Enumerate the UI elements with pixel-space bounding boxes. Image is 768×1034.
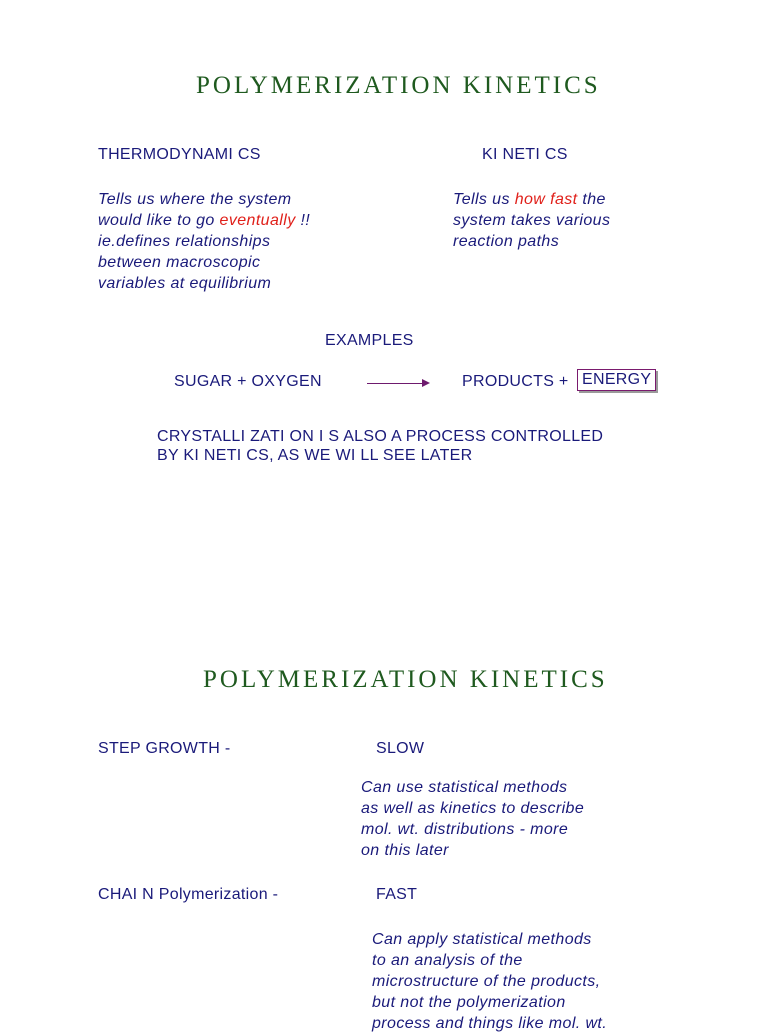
- kinetics-heading: KI NETI CS: [482, 146, 568, 163]
- chain-polymerization-label: CHAI N Polymerization -: [98, 886, 279, 903]
- thermo-line: Tells us where the system: [98, 191, 292, 208]
- thermo-line: would like to go eventually !!: [98, 212, 311, 229]
- kinetics-description: [453, 189, 610, 252]
- thermo-line: between macroscopic: [98, 254, 261, 271]
- step-growth-label: STEP GROWTH -: [98, 740, 231, 757]
- products: PRODUCTS +: [462, 373, 569, 390]
- step-line: Can use statistical methods: [361, 779, 568, 796]
- chain-line: microstructure of the products,: [372, 973, 601, 990]
- step-line: as well as kinetics to describe: [361, 800, 585, 817]
- kinetics-line: reaction paths: [453, 233, 560, 250]
- thermo-line: ie.defines relationships: [98, 233, 271, 250]
- crystal-line: BY KI NETI CS, AS WE WI LL SEE LATER: [157, 447, 473, 464]
- crystallization-note: [157, 427, 603, 465]
- examples-label: EXAMPLES: [325, 332, 414, 349]
- thermodynamics-heading: THERMODYNAMI CS: [98, 146, 261, 163]
- chain-line: but not the polymerization: [372, 994, 566, 1011]
- page-title-2: POLYMERIZATION KINETICS: [203, 666, 608, 693]
- step-growth-speed: SLOW: [376, 740, 425, 757]
- thermodynamics-description: [98, 189, 310, 294]
- crystal-line: CRYSTALLI ZATI ON I S ALSO A PROCESS CONTROLLED: [157, 428, 604, 445]
- eventually-highlight: eventually: [219, 212, 296, 229]
- how-fast-highlight: how fast: [514, 191, 578, 208]
- chain-line: to an analysis of the: [372, 952, 523, 969]
- reaction-arrow-icon: [367, 383, 423, 384]
- chain-line: Can apply statistical methods: [372, 931, 592, 948]
- chain-polymerization-speed: FAST: [376, 886, 418, 903]
- kinetics-line: system takes various: [453, 212, 611, 229]
- arrow-head-icon: [422, 379, 430, 387]
- chain-line: process and things like mol. wt.: [372, 1015, 608, 1032]
- page-title-1: POLYMERIZATION KINETICS: [196, 72, 601, 99]
- chain-description: [372, 929, 607, 1034]
- thermo-line: variables at equilibrium: [98, 275, 272, 292]
- kinetics-line: Tells us how fast the: [453, 191, 606, 208]
- energy-box: ENERGY: [577, 369, 656, 391]
- step-line: mol. wt. distributions - more: [361, 821, 569, 838]
- reactants: SUGAR + OXYGEN: [174, 373, 322, 390]
- step-growth-description: [361, 777, 584, 861]
- step-line: on this later: [361, 842, 449, 859]
